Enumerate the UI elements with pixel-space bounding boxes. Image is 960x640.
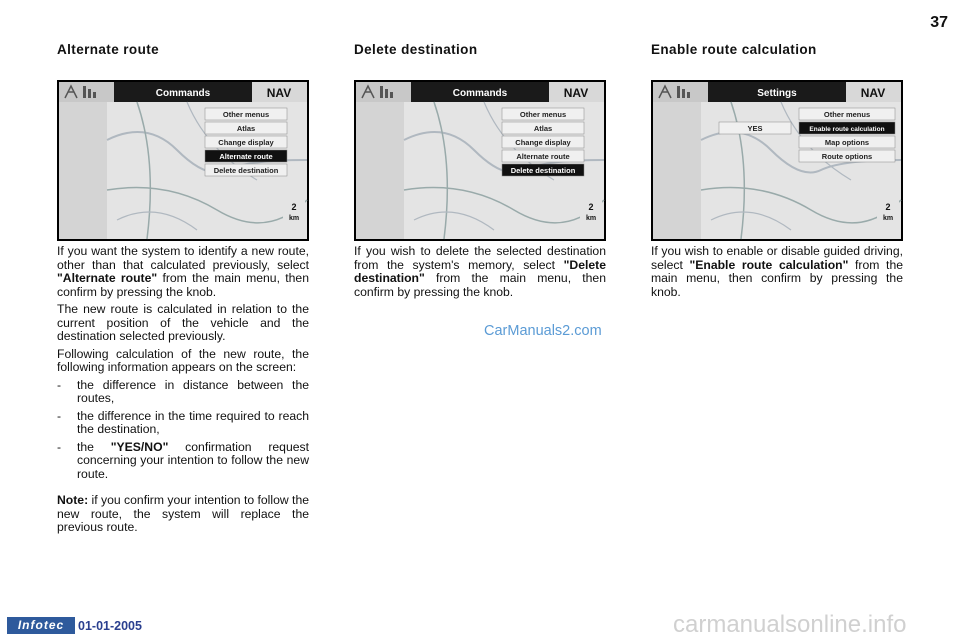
nav-screen-svg	[57, 80, 309, 241]
section-body	[651, 245, 903, 303]
scale-unit: km	[882, 215, 894, 222]
watermark-link[interactable]: CarManuals2.com	[484, 323, 602, 339]
note-text: if you confirm your intention to follow the new route, the system will replace the previous route.	[57, 493, 309, 534]
nav-screen-image	[354, 80, 606, 241]
note-label: Note:	[57, 493, 89, 507]
section-title: Enable route calculation	[651, 42, 817, 57]
menu-item: Delete destination	[213, 166, 279, 175]
menu-item: Other menus	[823, 110, 871, 119]
menu-item: Atlas	[533, 124, 553, 133]
nav-screen-svg	[651, 80, 903, 241]
yes-option: YES	[747, 124, 763, 133]
menu-item-selected: Alternate route	[219, 152, 273, 161]
bullet-item: - the difference in distance between the routes,	[57, 377, 309, 405]
menu-item: Other menus	[519, 110, 567, 119]
menu-item: Change display	[515, 138, 571, 147]
menu-item: Map options	[824, 138, 870, 147]
body-text: from the main menu, then confirm by pressing the knob.	[651, 257, 903, 299]
nav-screen-image	[57, 80, 309, 241]
menu-item: Route options	[821, 152, 873, 161]
body-text: If you wish to delete the selected destination from the system's memory, select	[354, 244, 606, 272]
footer-site-watermark: carmanualsonline.info	[673, 611, 907, 638]
body-text: Following calculation of the new route, the following information appears on the screen:	[57, 346, 309, 374]
menu-item-selected: Delete destination	[510, 166, 576, 175]
bullet-item: - the "YES/NO" confirmation request concerning your intention to follow the new route.	[57, 439, 309, 481]
page-number: 37	[930, 14, 948, 31]
scale-value: 2	[885, 202, 891, 212]
section-body	[57, 245, 309, 539]
bullet-text: the	[77, 439, 111, 454]
nav-label: NAV	[266, 86, 292, 100]
screen-header-label: Commands	[155, 88, 211, 99]
scale-unit: km	[585, 215, 597, 222]
section-title: Alternate route	[57, 42, 160, 57]
scale-unit: km	[288, 215, 300, 222]
body-bold: "Enable route calculation"	[689, 257, 849, 272]
body-text: from the main menu, then confirm by pressing the knob.	[354, 271, 606, 299]
body-bold: "Delete destination"	[354, 257, 606, 285]
section-body	[354, 245, 606, 303]
screen-header-label: Settings	[757, 88, 797, 99]
bullet-bold: "YES/NO"	[110, 439, 169, 454]
bullet-text: the difference in distance between the routes,	[77, 377, 309, 405]
footer-date: 01-01-2005	[78, 619, 142, 633]
nav-label: NAV	[563, 86, 589, 100]
body-text: from the main menu, then confirm by pressing the knob.	[57, 271, 309, 299]
body-text: If you want the system to identify a new route, other than that calculated previously, select	[57, 244, 309, 272]
bullet-text: the difference in the time required to reach the destination,	[77, 408, 309, 436]
menu-item: Change display	[218, 138, 274, 147]
menu-item: Alternate route	[516, 152, 570, 161]
nav-screen-image	[651, 80, 903, 241]
nav-screen-svg	[354, 80, 606, 241]
body-text: The new route is calculated in relation to the current position of the vehicle and the destination selected previously.	[57, 302, 309, 343]
menu-item: Atlas	[236, 124, 256, 133]
menu-item-selected: Enable route calculation	[809, 126, 885, 133]
screen-header-label: Commands	[452, 88, 508, 99]
body-text: If you wish to enable or disable guided driving, select	[651, 244, 903, 272]
nav-label: NAV	[860, 86, 886, 100]
bullet-text: confirmation request concerning your intention to follow the new route.	[77, 439, 309, 481]
section-title: Delete destination	[354, 42, 478, 57]
menu-item: Other menus	[222, 110, 270, 119]
bullet-item: - the difference in the time required to reach the destination,	[57, 408, 309, 436]
infotec-logo: Infotec	[7, 617, 75, 634]
scale-value: 2	[588, 202, 594, 212]
body-bold: "Alternate route"	[57, 271, 158, 285]
scale-value: 2	[291, 202, 297, 212]
